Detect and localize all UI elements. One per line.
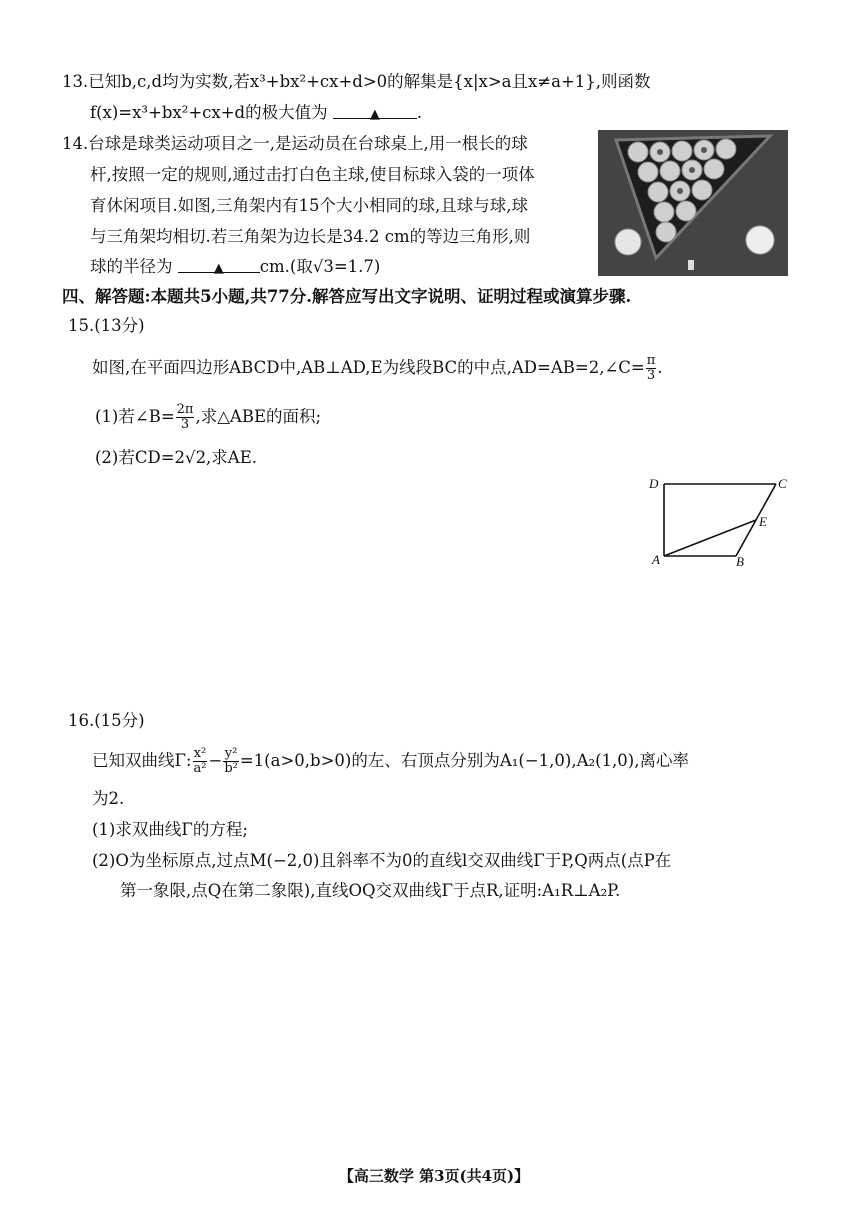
q16-stem-line2: 为2. <box>92 789 125 808</box>
q15-part1-suffix: ,求△ABE的面积; <box>195 407 322 426</box>
section-4-heading: 四、解答题:本题共5小题,共77分.解答应写出文字说明、证明过程或演算步骤. <box>62 287 632 306</box>
segment-ae <box>664 520 756 556</box>
label-c: C <box>778 476 787 491</box>
q14-line5-suffix: cm.(取√3=1.7) <box>259 257 381 276</box>
q15-stem <box>92 354 663 383</box>
q16-part2-line1: (2)O为坐标原点,过点M(−2,0)且斜率不为0的直线l交双曲线Γ于P,Q两点(点P在 <box>92 851 672 870</box>
q13-line2-suffix: . <box>416 103 423 122</box>
q15-angle-b-fraction <box>176 403 195 432</box>
page-footer: 【高三数学 第3页(共4页)】 <box>338 1167 530 1185</box>
q15-part1-frac-den: 3 <box>180 417 190 432</box>
q14-blank-mark: ▲ <box>213 261 224 276</box>
q15-quadrilateral-figure <box>640 470 800 580</box>
q15-stem-suffix: . <box>657 358 663 377</box>
q16-stem <box>92 747 689 776</box>
q14-line1: 14.台球是球类运动项目之一,是运动员在台球桌上,用一根长的球 <box>62 134 528 153</box>
q15-part1 <box>95 403 321 432</box>
q16-frac-y <box>223 747 239 776</box>
label-b: B <box>736 554 744 569</box>
q15-part1-prefix: (1)若∠B= <box>95 407 175 426</box>
q14-line4: 与三角架均相切.若三角架为边长是34.2 cm的等边三角形,则 <box>90 227 531 246</box>
q15-angle-c-fraction <box>646 354 657 383</box>
q16-part1: (1)求双曲线Γ的方程; <box>92 820 248 839</box>
q16-frac-x <box>193 747 208 776</box>
q14-line2: 杆,按照一定的规则,通过击打白色主球,使目标球入袋的一项体 <box>90 165 535 184</box>
q13-blank-mark: ▲ <box>369 107 380 122</box>
q15-part2: (2)若CD=2√2,求AE. <box>95 448 258 467</box>
q16-stem-suffix: =1(a>0,b>0)的左、右顶点分别为A₁(−1,0),A₂(1,0),离心率 <box>239 751 689 770</box>
billiards-photo <box>598 130 788 276</box>
q16-part2-line2: 第一象限,点Q在第二象限),直线OQ交双曲线Γ于点R,证明:A₁R⊥A₂P. <box>120 881 621 900</box>
q16-header: 16.(15分) <box>68 711 145 730</box>
label-a: A <box>652 552 660 567</box>
label-d: D <box>649 476 659 491</box>
q14-line5 <box>90 256 380 278</box>
billiards-illustration <box>598 130 788 276</box>
q15-frac-den: 3 <box>646 368 656 383</box>
q13-line2 <box>90 102 422 124</box>
q13-answer-blank <box>333 102 417 122</box>
q16-minus: − <box>208 751 223 770</box>
q16-frac2-den: b² <box>224 761 238 776</box>
q15-header: 15.(13分) <box>68 316 145 335</box>
q14-line3: 育休闲项目.如图,三角架内有15个大小相同的球,且球与球,球 <box>90 196 528 215</box>
q13-line1: 13.已知b,c,d均为实数,若x³+bx²+cx+d>0的解集是{x|x>a且x≠a+1},则函数 <box>62 72 651 91</box>
q16-stem-prefix: 已知双曲线Γ: <box>92 751 192 770</box>
label-e: E <box>759 514 767 529</box>
q14-line5-prefix: 球的半径为 <box>90 257 173 276</box>
q15-part1-frac-num: 2π <box>176 402 194 417</box>
q15-stem-prefix: 如图,在平面四边形ABCD中,AB⊥AD,E为线段BC的中点,AD=AB=2,∠C= <box>92 358 645 377</box>
q13-line2-prefix: f(x)=x³+bx²+cx+d的极大值为 <box>90 103 328 122</box>
q16-frac2-num: y² <box>224 746 238 761</box>
q15-frac-num: π <box>646 353 656 368</box>
q16-frac1-num: x² <box>193 746 207 761</box>
q16-frac1-den: a² <box>193 761 207 776</box>
q14-answer-blank <box>178 256 260 276</box>
